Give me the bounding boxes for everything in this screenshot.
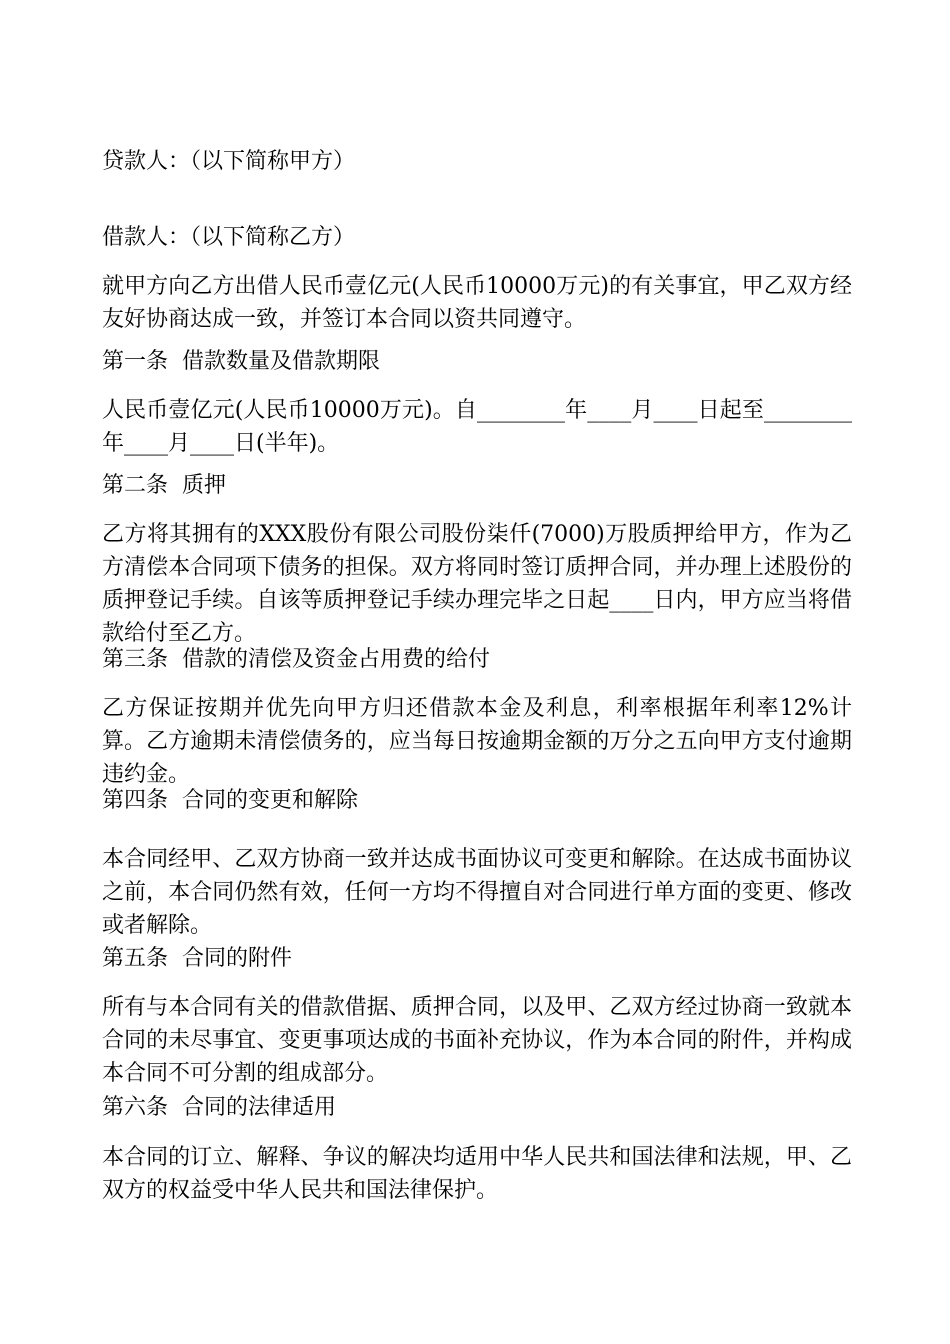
article-3-body: 乙方保证按期并优先向甲方归还借款本金及利息，利率根据年利率12%计算。乙方逾期未清偿债务的，应当每日按逾期金额的万分之五向甲方支付逾期违约金。 <box>102 696 852 787</box>
article-1-body: 人民币壹亿元(人民币10000万元)。自________年____月____日起至________年____月____日(半年)。 <box>102 398 852 456</box>
article-5-title: 第五条 合同的附件 <box>102 946 292 971</box>
intro-paragraph: 就甲方向乙方出借人民币壹亿元(人民币10000万元)的有关事宜，甲乙双方经友好协商达成一致，并签订本合同以资共同遵守。 <box>102 274 852 332</box>
article-2-title: 第二条 质押 <box>102 473 226 498</box>
article-2-body: 乙方将其拥有的XXX股份有限公司股份柒仟(7000)万股质押给甲方，作为乙方清偿本合同项下债务的担保。双方将同时签订质押合同，并办理上述股份的质押登记手续。自该等质押登记手续办理完毕之日起____日内，甲方应当将借款给付至乙方。 <box>102 522 852 646</box>
article-4-title: 第四条 合同的变更和解除 <box>102 788 358 813</box>
article-6-title: 第六条 合同的法律适用 <box>102 1095 336 1120</box>
borrower-line: 借款人：（以下简称乙方） <box>102 225 356 250</box>
lender-line: 贷款人：（以下简称甲方） <box>102 149 356 174</box>
article-5-body: 所有与本合同有关的借款借据、质押合同，以及甲、乙双方经过协商一致就本合同的未尽事宜、变更事项达成的书面补充协议，作为本合同的附件，并构成本合同不可分割的组成部分。 <box>102 995 852 1086</box>
article-1-title: 第一条 借款数量及借款期限 <box>102 349 380 374</box>
article-6-body: 本合同的订立、解释、争议的解决均适用中华人民共和国法律和法规，甲、乙双方的权益受中华人民共和国法律保护。 <box>102 1145 852 1203</box>
article-3-title: 第三条 借款的清偿及资金占用费的给付 <box>102 647 490 672</box>
article-4-body: 本合同经甲、乙双方协商一致并达成书面协议可变更和解除。在达成书面协议之前，本合同仍然有效，任何一方均不得擅自对合同进行单方面的变更、修改或者解除。 <box>102 847 852 938</box>
